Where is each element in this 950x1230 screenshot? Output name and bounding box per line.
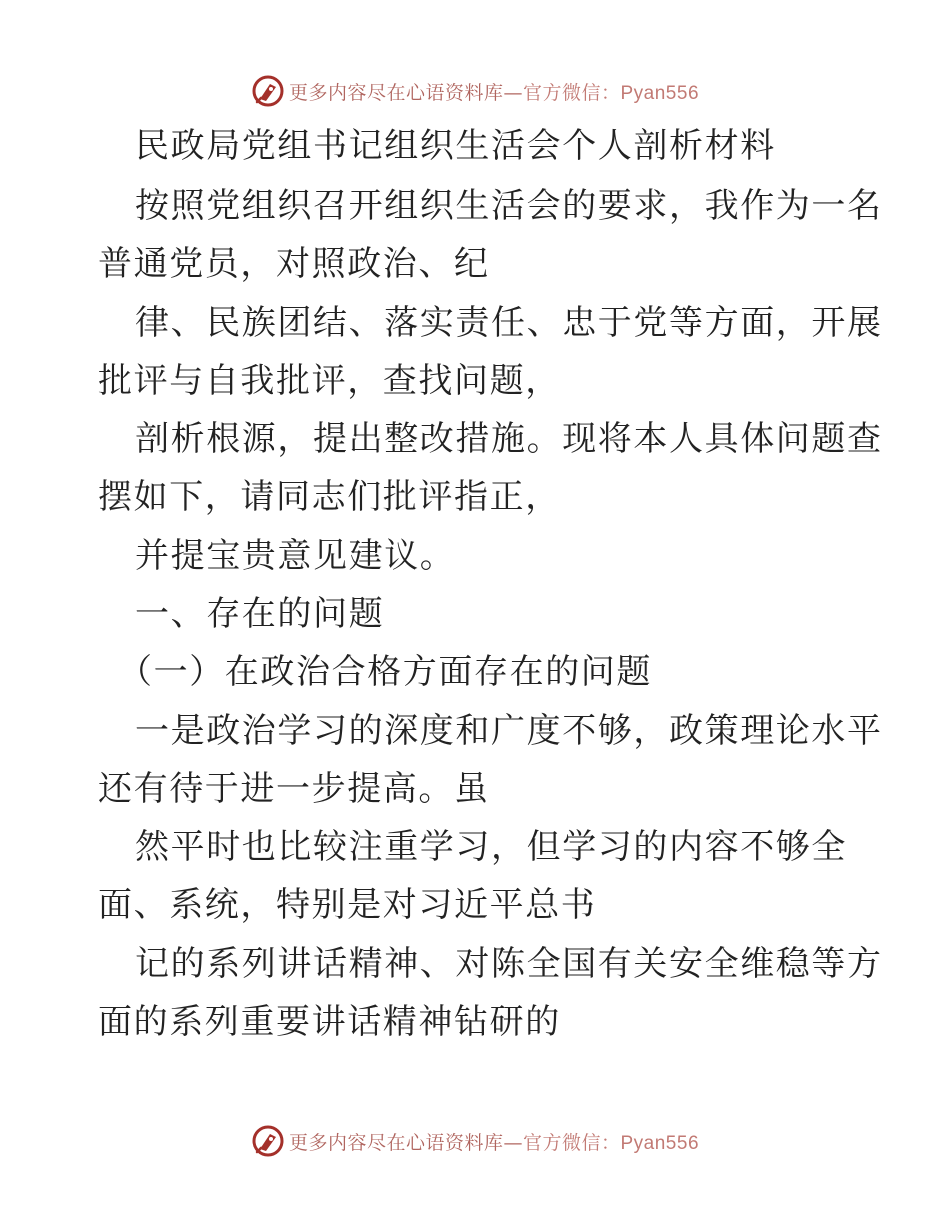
paragraph-line: 然平时也比较注重学习，但学习的内容不够全 [135,827,847,867]
watermark-dash: — [503,1131,523,1154]
subsection-heading: （一）在政治合格方面存在的问题 [118,652,652,692]
paragraph-line: 面的系列重要讲话精神钻研的 [98,1002,561,1042]
paragraph-line: 摆如下，请同志们批评指正， [98,477,561,517]
section-heading: 一、存在的问题 [135,594,385,634]
header-watermark [0,71,950,111]
paragraph-line: 还有待于进一步提高。虽 [98,769,490,809]
watermark-dash: — [503,81,523,104]
paragraph-line: 律、民族团结、落实责任、忠于党等方面，开展 [135,303,883,343]
document-title: 民政局党组书记组织生活会个人剖析材料 [135,126,776,166]
paragraph-line: 记的系列讲话精神、对陈全国有关安全维稳等方 [135,944,883,984]
paragraph-line: 批评与自我批评，查找问题， [98,361,561,401]
watermark-wechat-label: 官方微信： [522,81,621,104]
watermark-slogan: 更多内容尽在心语资料库 [288,81,504,104]
paragraph-line: 一是政治学习的深度和广度不够，政策理论水平 [135,711,883,751]
pen-nib-logo-icon [251,74,285,108]
paragraph-line: 普通党员，对照政治、纪 [98,244,490,284]
paragraph-line: 并提宝贵意见建议。 [135,536,456,576]
watermark-wechat-id: Pyan556 [620,1132,700,1154]
watermark-wechat-label: 官方微信： [522,1131,621,1154]
watermark-slogan: 更多内容尽在心语资料库 [288,1131,504,1154]
pen-nib-logo-icon [251,1124,285,1158]
watermark-text [289,1128,699,1155]
paragraph-line: 按照党组织召开组织生活会的要求，我作为一名 [135,186,883,226]
footer-watermark [0,1121,950,1161]
watermark-wechat-id: Pyan556 [620,82,700,104]
watermark-text [289,78,699,105]
paragraph-line: 面、系统，特别是对习近平总书 [98,885,597,925]
paragraph-line: 剖析根源，提出整改措施。现将本人具体问题查 [135,419,883,459]
